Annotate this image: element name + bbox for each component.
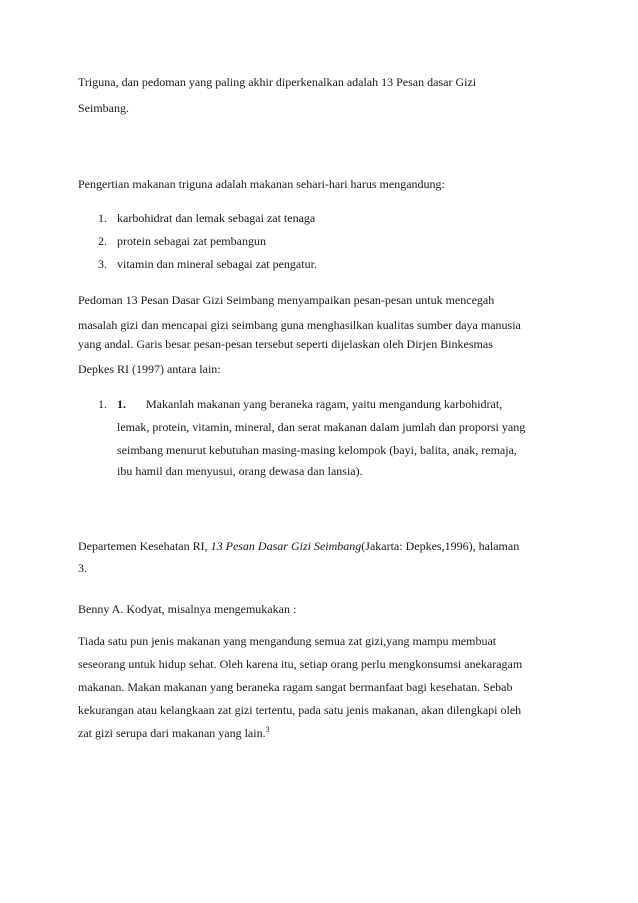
list-item: protein sebagai zat pembangun	[117, 234, 266, 248]
list-item: vitamin dan mineral sebagai zat pengatur.	[117, 257, 317, 271]
footnote	[78, 539, 519, 553]
paragraph-line: Pedoman 13 Pesan Dasar Gizi Seimbang menyampaikan pesan-pesan untuk mencegah	[78, 293, 495, 307]
paragraph-line: yang andal. Garis besar pesan-pesan tersebut seperti dijelaskan oleh Dirjen Binkesmas	[78, 337, 493, 351]
paragraph-line: makanan. Makan makanan yang beraneka ragam sangat bermanfaat bagi kesehatan. Sebab	[78, 680, 513, 694]
list-item: seimbang menurut kebutuhan masing-masing kelompok (bayi, balita, anak, remaja,	[117, 443, 517, 457]
footnote-text: (Jakarta: Depkes,1996), halaman	[361, 539, 520, 553]
footnote-title: 13 Pesan Dasar Gizi Seimbang	[210, 539, 362, 553]
list-number: 1.	[98, 211, 107, 225]
list-item: karbohidrat dan lemak sebagai zat tenaga	[117, 211, 316, 225]
paragraph-line: Pengertian makanan triguna adalah makanan sehari-hari harus mengandung:	[78, 177, 445, 191]
list-item: ibu hamil dan menyusui, orang dewasa dan lansia).	[117, 464, 363, 478]
list-number: 1.	[98, 397, 107, 411]
paragraph-line	[78, 726, 270, 740]
paragraph-line: Benny A. Kodyat, misalnya mengemukakan :	[78, 602, 297, 616]
footnote-text: Departemen Kesehatan RI,	[78, 539, 211, 553]
paragraph-line: Seimbang.	[78, 101, 129, 115]
list-number: 3.	[98, 257, 107, 271]
paragraph-line: Tiada satu pun jenis makanan yang mengandung semua zat gizi,yang mampu membuat	[78, 634, 497, 648]
footnote-reference: 3	[265, 725, 270, 734]
list-item: lemak, protein, vitamin, mineral, dan serat makanan dalam jumlah dan proporsi yang	[117, 420, 526, 434]
paragraph-line: Triguna, dan pedoman yang paling akhir diperkenalkan adalah 13 Pesan dasar Gizi	[78, 75, 477, 89]
list-item: Makanlah makanan yang beraneka ragam, yaitu mengandung karbohidrat,	[146, 397, 503, 411]
list-sub-number: 1.	[117, 397, 126, 411]
footnote: 3.	[78, 561, 87, 575]
list-number: 2.	[98, 234, 107, 248]
paragraph-line: masalah gizi dan mencapai gizi seimbang guna menghasilkan kualitas sumber daya manusia	[78, 318, 521, 332]
paragraph-line: seseorang untuk hidup sehat. Oleh karena itu, setiap orang perlu mengkonsumsi anekaragam	[78, 657, 523, 671]
paragraph-line: kekurangan atau kelangkaan zat gizi tertentu, pada satu jenis makanan, akan dilengkapi oleh	[78, 703, 522, 717]
paragraph-line: Depkes RI (1997) antara lain:	[78, 362, 221, 376]
paragraph-text: zat gizi serupa dari makanan yang lain.	[78, 726, 266, 740]
